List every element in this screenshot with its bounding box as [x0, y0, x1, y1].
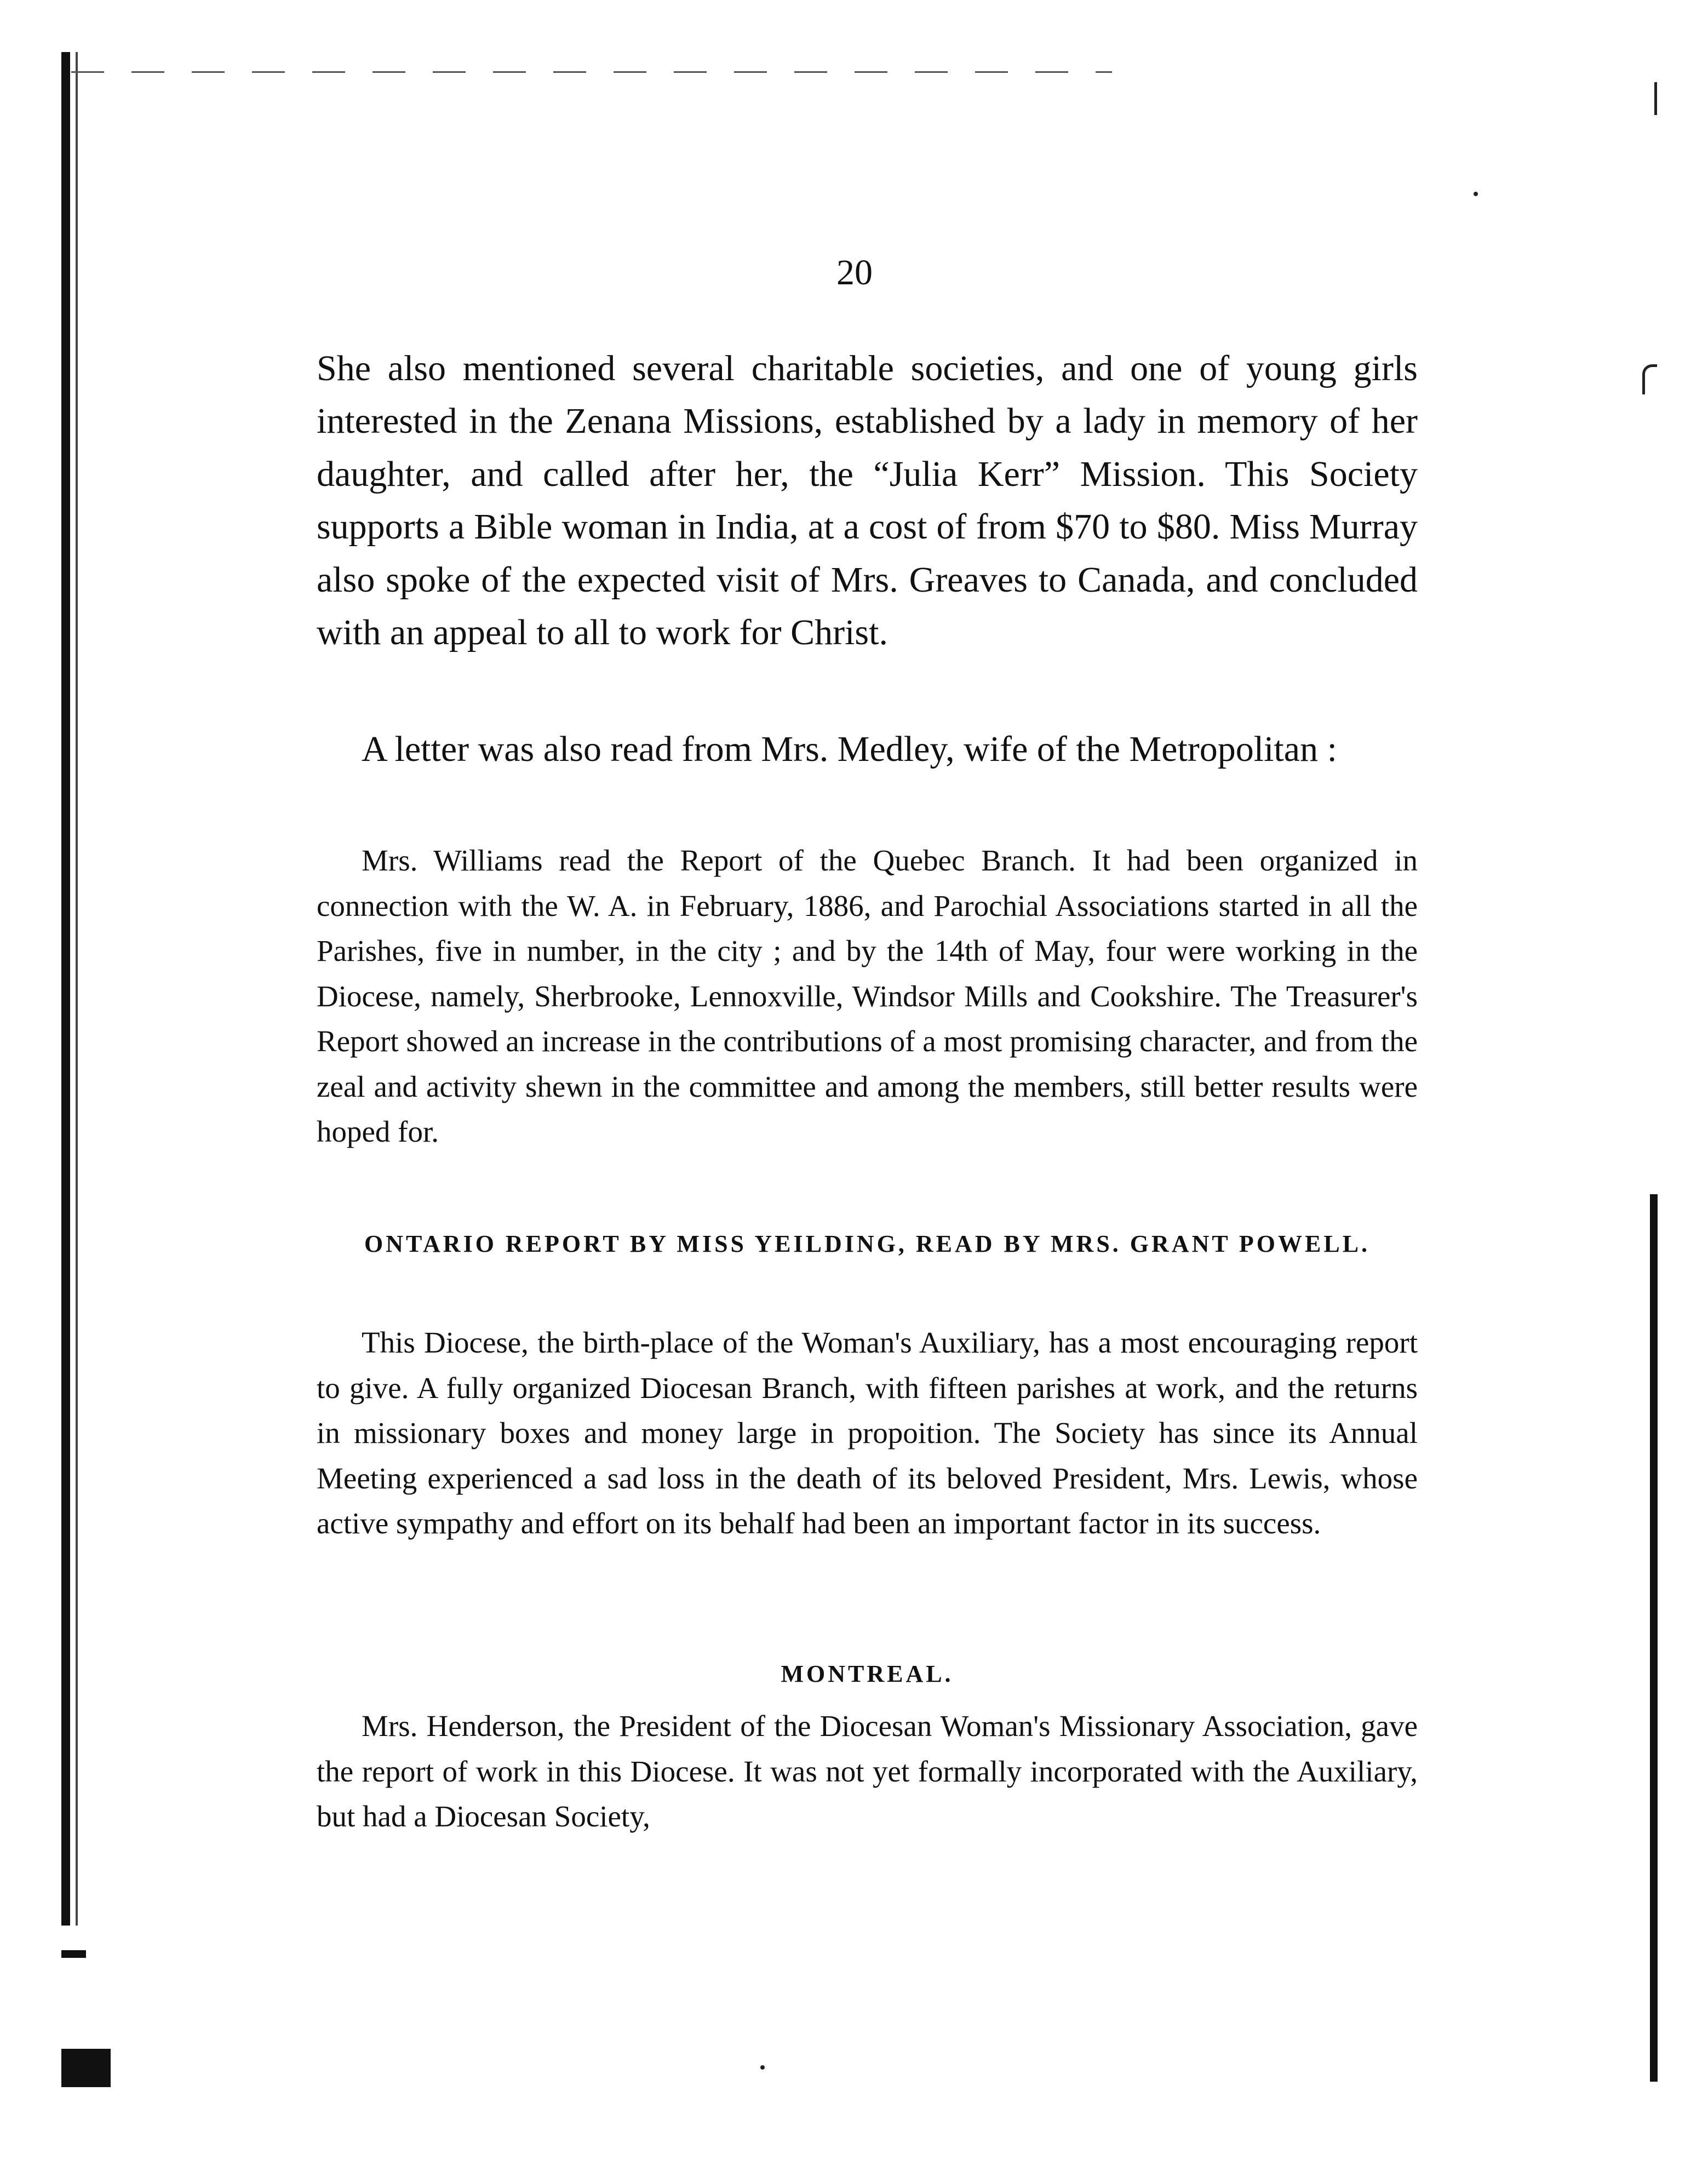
heading-montreal: MONTREAL.	[781, 1660, 954, 1687]
scan-dot	[1474, 192, 1478, 196]
scan-edge-right	[1650, 1194, 1658, 2082]
paragraph-montreal: Mrs. Henderson, the President of the Diocesan Woman's Missionary Association, gave the report of work in this Diocese. It was not yet formally incorporated with the Auxiliary, but had a Diocesan Society,	[317, 1709, 1418, 1833]
scan-block-bottom	[61, 2049, 111, 2087]
scan-edge-left	[61, 52, 70, 1926]
scan-edge-right-top	[1654, 82, 1657, 115]
scan-mark-right	[1642, 364, 1657, 394]
scan-dash-left	[61, 1950, 86, 1958]
paragraph-zenana: She also mentioned several charitable societies, and one of young girls interested in the Zenana Missions, established by a lady in memory of her daughter, and called after her, the “Julia Kerr” Mission. This Society supports a Bible woman in India, at a cost of from $70 to $80. Miss Murray also spoke of the expected visit of Mrs. Greaves to Canada, and concluded with an appeal to all to work for Christ.	[317, 348, 1418, 653]
paragraph-ontario: This Diocese, the birth-place of the Woman's Auxiliary, has a most encouraging report to give. A fully organized Diocesan Branch, with fifteen parishes at work, and the returns in missionary boxes and money large in propoition. The Society has since its Annual Meeting experienced a sad loss in the death of its beloved President, Mrs. Lewis, whose active sympathy and effort on its behalf had been an important factor in its success.	[317, 1326, 1418, 1540]
scan-edge-left-thin	[76, 52, 78, 1926]
heading-ontario: ONTARIO REPORT BY MISS YEILDING, READ BY MRS. GRANT POWELL.	[364, 1230, 1371, 1257]
paragraph-quebec-report: Mrs. Williams read the Report of the Quebec Branch. It had been organized in connection with the W. A. in February, 1886, and Parochial Associations started in all the Parishes, five in number, in the city ; and by the 14th of May, four were working in the Diocese, namely, Sherbrooke, Lennoxville, Windsor Mills and Cookshire. The Treasurer's Report showed an increase in the contributions of a most promising character, and from the zeal and activity shewn in the committee and among the members, still better results were hoped for.	[317, 844, 1418, 1148]
scan-dot	[760, 2065, 765, 2070]
scan-top-line	[71, 71, 1112, 73]
page-number: 20	[836, 253, 873, 293]
paragraph-medley-letter: A letter was also read from Mrs. Medley, wife of the Metropolitan :	[362, 729, 1337, 769]
